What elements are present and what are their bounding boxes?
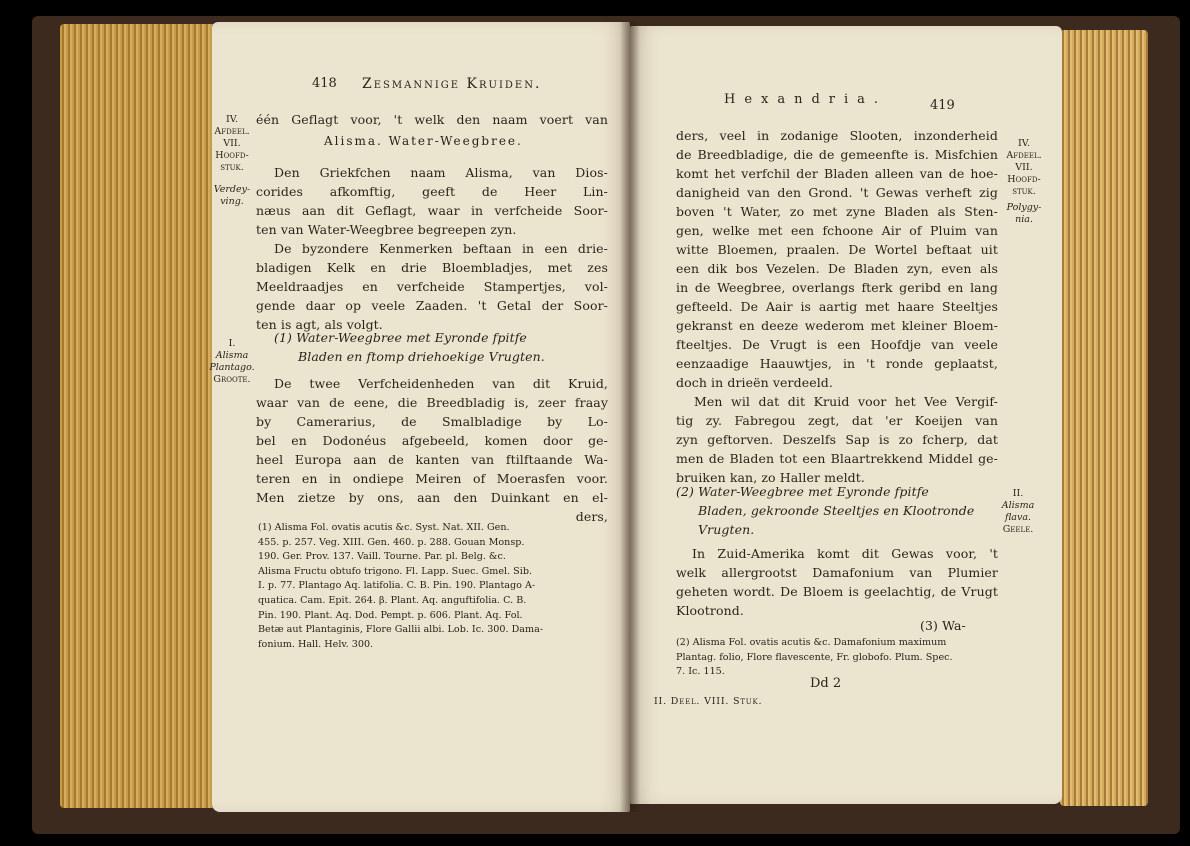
running-head: Hexandria. <box>724 92 888 107</box>
margin-note-polygynia: Polygy- nia. <box>1006 202 1042 225</box>
body-line: één Geflagt voor, 't welk den naam voert van <box>256 112 608 127</box>
page-number: 419 <box>930 98 955 113</box>
signature-mark: Dd 2 <box>810 676 842 691</box>
margin-note-section: IV. Afdeel. VII. Hoofd- stuk. <box>214 114 250 173</box>
margin-note-species-1: I. Alisma Plantago. Groote. <box>209 338 255 385</box>
right-page-edges <box>1060 30 1148 806</box>
genus-heading: Alisma. Water-Weegbree. <box>324 134 523 148</box>
margin-note-species-2: II. Alisma flava. Geele. <box>1001 488 1035 535</box>
footnote: (1) Alisma Fol. ovatis acutis &c. Syst. Nat. XII. Gen. 455. p. 257. Veg. XIII. Gen. 460. p. 288. Gouan Monsp. 190. Ger. Prov. 137. Vaill. Tourne. Par. pl. Belg. &c. Alisma Fructu obtufo trigono. Fl. Lapp. Suec. Gmel. Sib. I. p. 77. Plantago Aq. latifolia. C. B. Pin. 190. Plantago A- quatica. Cam. Epit. 264. β. Plant. Aq. anguftifolia. C. B. Pin. 190. Plant. Aq. Dod. Pempt. p. 606. Plant. Aq. Fol. Betæ aut Plantaginis, Flore Gallii albi. Lob. Ic. 300. Dama- fonium. Hall. Helv. 300. <box>258 522 544 650</box>
right-page <box>630 26 1062 804</box>
signature-line: II. Deel. VIII. Stuk. <box>654 696 763 707</box>
catchword: (3) Wa- <box>920 618 966 633</box>
left-page-edges <box>60 24 220 808</box>
running-head: Zesmannige Kruiden. <box>362 76 542 92</box>
left-page <box>209 22 630 812</box>
species-2-title: (2) Water-Weegbree met Eyronde fpitfe Bladen, gekroonde Steeltjes en Klootronde Vrugten. <box>676 484 975 537</box>
body-paragraph-1: Den Griekfchen naam Alisma, van Dios- corides afkomftig, geeft de Heer Lin- næus aan dit Geflagt, waar in verfcheide Soor- ten van Water-Weegbree begreepen zyn. De byzondere Kenmerken beftaan in een drie- bladigen Kelk en drie Bloembladjes, met zes Meeldraadjes en verfcheide Stampertjes, vol- gende daar op veele Zaaden. 't Getal der Soor- ten is agt, als volgt. <box>256 165 608 332</box>
margin-note-section: IV. Afdeel. VII. Hoofd- stuk. <box>1006 138 1042 197</box>
book-gutter <box>620 22 640 812</box>
margin-note-verdeeling: Verdey- ving. <box>213 184 251 207</box>
body-paragraph-2: In Zuid-Amerika komt dit Gewas voor, 't welk allergrootst Damafonium van Plumier geheten wordt. De Bloem is geelachtig, de Vrugt Klootrond. <box>676 546 998 618</box>
body-paragraph-1: ders, veel in zodanige Slooten, inzonderheid de Breedbladige, die de gemeenfte is. Misfchien komt het verfchil der Bladen alleen van de hoe- danigheid van den Grond. 't Gewas verheft zig boven 't Water, zo met zyne Bladen als Sten- gen, welke met een fchoone Air of Pluim van witte Bloemen, praalen. De Wortel beftaat uit een dik bos Vezelen. De Bladen zyn, even als in de Weegbree, overlangs fterk geribd en lang gefteeld. De Aair is aartig met haare Steeltjes gekranst en deeze wederom met kleiner Bloem- fteeltjes. De Vrugt is een Hoofdje van veele eenzaadige Haauwtjes, in 't ronde geplaatst, doch in drieën verdeeld. Men wil dat dit Kruid voor het Vee Vergif- tig zy. Fabregou zegt, dat 'er Koeijen van zyn geftorven. Deszelfs Sap is zo fcherp, dat men de Bladen tot een Blaartrekkend Middel ge- bruiken kan, zo Haller meldt. <box>676 128 998 485</box>
body-paragraph-2: De twee Verfcheidenheden van dit Kruid, waar van de eene, die Breedbladig is, zeer fraay by Camerarius, de Smalbladige by Lo- bel en Dodonéus afgebeeld, komen door ge- heel Europa aan de kanten van ftilftaande Wa- teren en in ondiepe Meiren of Moerasfen voor. Men zietze by ons, aan den Duinkant en el- ders, <box>256 376 608 524</box>
species-1-title: (1) Water-Weegbree met Eyronde fpitfe Bladen en ftomp driehoekige Vrugten. <box>274 330 545 364</box>
page-number: 418 <box>312 76 337 91</box>
footnote: (2) Alisma Fol. ovatis acutis &c. Damafonium maximum Plantag. folio, Flore flavescente, Fr. globofo. Plum. Spec. 7. Ic. 115. <box>676 637 953 678</box>
